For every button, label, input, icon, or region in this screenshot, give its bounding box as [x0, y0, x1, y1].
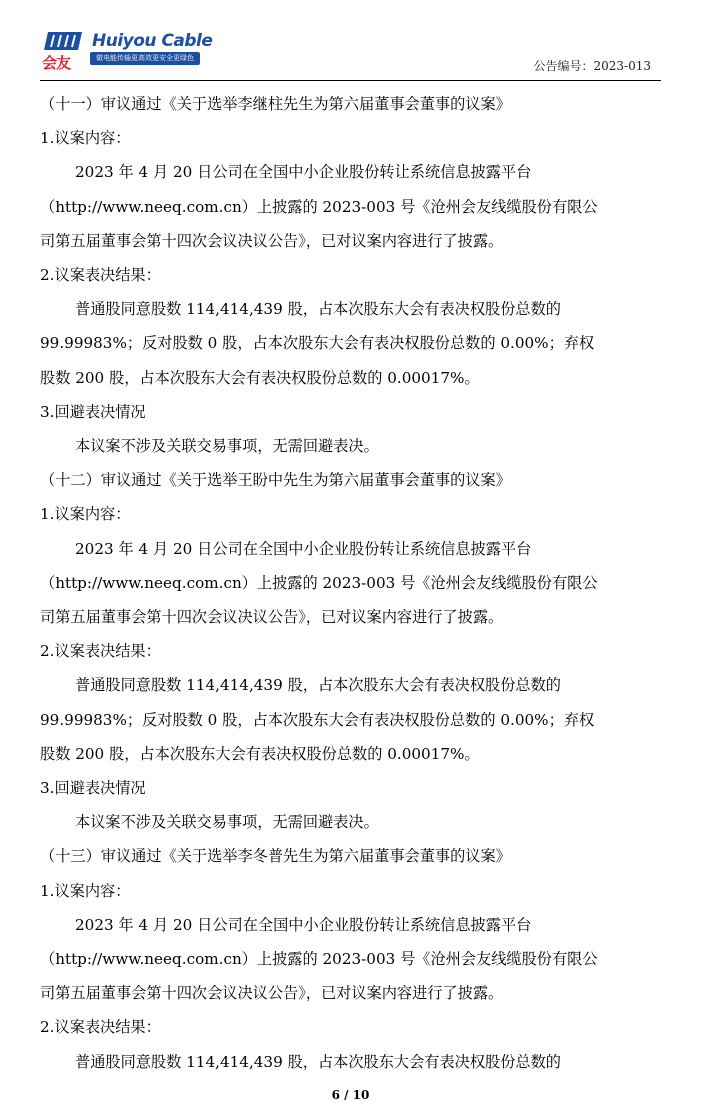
avoid-text: 本议案不涉及关联交易事项，无需回避表决。: [75, 813, 379, 832]
company-logo: [40, 30, 213, 72]
logo-english-name: Huiyou Cable: [92, 31, 213, 51]
result-label: 2.议案表决结果：: [40, 266, 161, 285]
result-line: 股数 200 股，占本次股东大会有表决权股份总数的 0.00017%。: [40, 744, 480, 763]
result-label: 2.议案表决结果：: [40, 642, 161, 661]
header-divider: [40, 80, 661, 81]
page-header: [0, 0, 701, 82]
result-line: 普通股同意股数 114,414,439 股，占本次股东大会有表决权股份总数的: [75, 300, 561, 319]
avoid-label: 3.回避表决情况: [40, 779, 146, 798]
page-number: 6 / 10: [331, 1088, 370, 1102]
content-label: 1.议案内容：: [40, 881, 131, 900]
section-title: （十二）审议通过《关于选举王盼中先生为第六届董事会董事的议案》: [40, 471, 511, 490]
avoid-label: 3.回避表决情况: [40, 402, 146, 421]
logo-slogan: 做电能传输更高效更安全更绿色: [90, 52, 200, 65]
content-label: 1.议案内容：: [40, 505, 131, 524]
notice-number: 公告编号：2023-013: [533, 59, 651, 73]
content-line: 2023 年 4 月 20 日公司在全国中小企业股份转让系统信息披露平台: [75, 539, 532, 558]
result-line: 普通股同意股数 114,414,439 股，占本次股东大会有表决权股份总数的: [75, 1052, 561, 1071]
content-line: （http://www.neeq.com.cn）上披露的 2023-003 号《沧州会友线缆股份有限公: [40, 573, 598, 592]
section-title: （十三）审议通过《关于选举李冬普先生为第六届董事会董事的议案》: [40, 847, 511, 866]
content-line: 司第五届董事会第十四次会议决议公告》，已对议案内容进行了披露。: [40, 231, 504, 250]
content-label: 1.议案内容：: [40, 129, 131, 148]
content-line: （http://www.neeq.com.cn）上披露的 2023-003 号《沧州会友线缆股份有限公: [40, 197, 598, 216]
content-line: （http://www.neeq.com.cn）上披露的 2023-003 号《沧州会友线缆股份有限公: [40, 950, 598, 969]
avoid-text: 本议案不涉及关联交易事项，无需回避表决。: [75, 437, 379, 456]
result-line: 股数 200 股，占本次股东大会有表决权股份总数的 0.00017%。: [40, 368, 480, 387]
content-line-text: 2023 年 4 月 20 日公司在全国中小企业股份转让系统信息披露平台: [75, 163, 532, 182]
document-body: [40, 87, 660, 1079]
content-line: 司第五届董事会第十四次会议决议公告》，已对议案内容进行了披露。: [40, 608, 504, 627]
result-line: 99.99983%；反对股数 0 股，占本次股东大会有表决权股份总数的 0.00%；弃权: [40, 710, 595, 729]
content-line: [40, 155, 660, 189]
section-title: （十一）审议通过《关于选举李继柱先生为第六届董事会董事的议案》: [40, 95, 511, 113]
content-line: 司第五届董事会第十四次会议决议公告》，已对议案内容进行了披露。: [40, 984, 504, 1003]
logo-chinese-name: 会友: [42, 54, 71, 72]
content-line: 2023 年 4 月 20 日公司在全国中小企业股份转让系统信息披露平台: [75, 915, 532, 934]
result-label: 2.议案表决结果：: [40, 1018, 161, 1037]
result-line: 99.99983%；反对股数 0 股，占本次股东大会有表决权股份总数的 0.00%；弃权: [40, 334, 595, 353]
result-line: 普通股同意股数 114,414,439 股，占本次股东大会有表决权股份总数的: [75, 676, 561, 695]
